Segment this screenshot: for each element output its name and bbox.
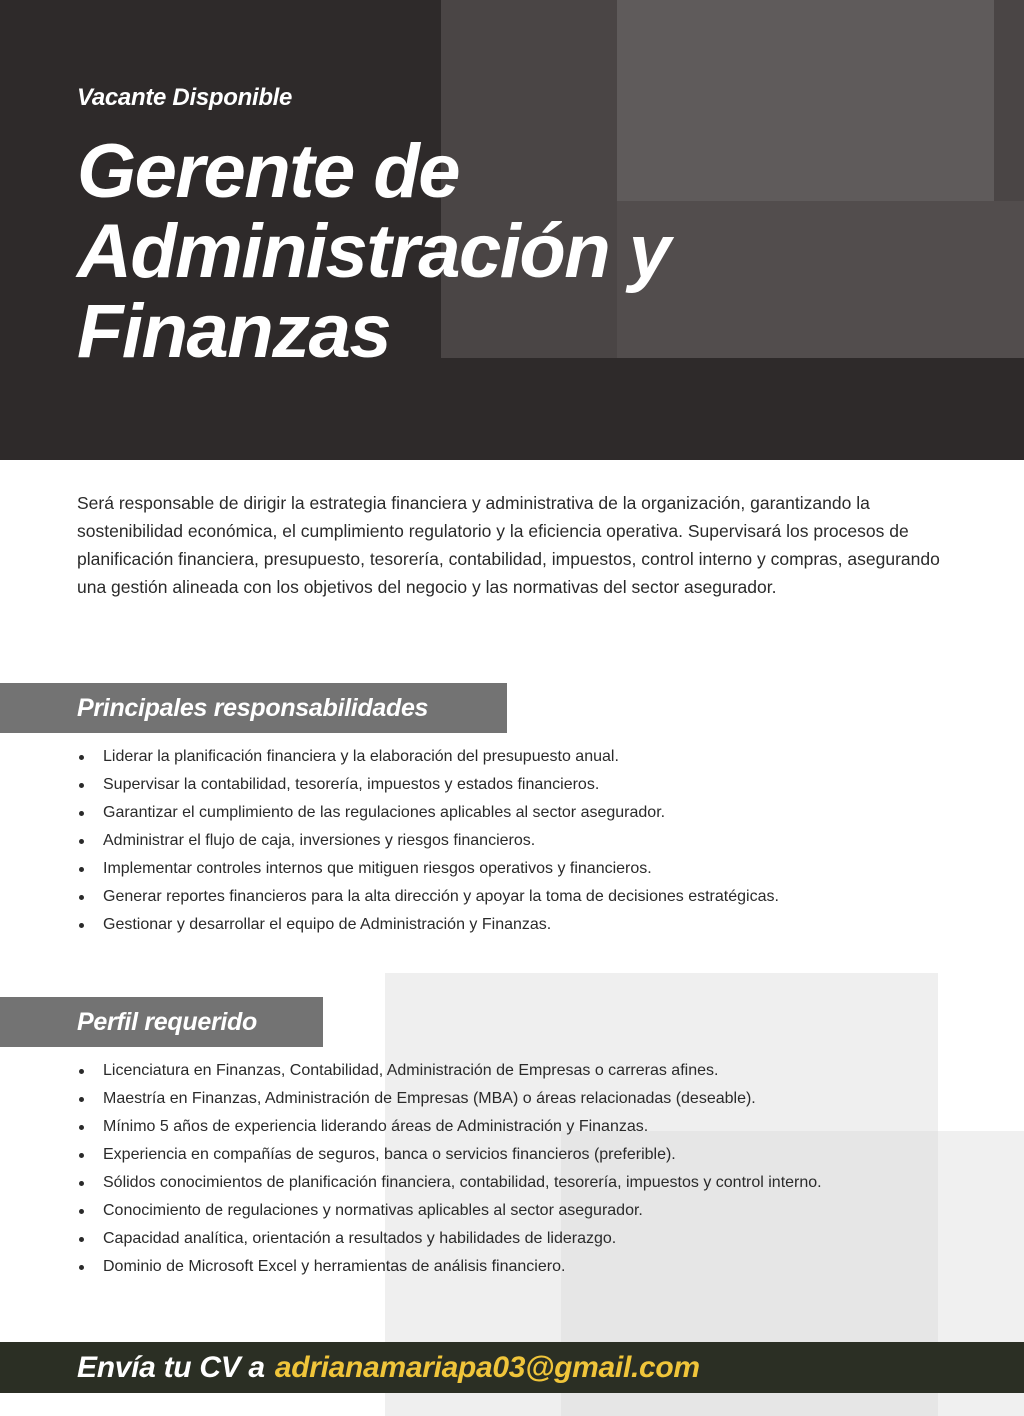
profile-list: [77, 1057, 977, 1281]
list-item: Dominio de Microsoft Excel y herramientas de análisis financiero.: [77, 1253, 977, 1281]
header-banner: [0, 0, 1024, 460]
responsibilities-heading: Principales responsabilidades: [0, 683, 507, 733]
page-title: [77, 129, 837, 374]
list-item: Capacidad analítica, orientación a resultados y habilidades de liderazgo.: [77, 1225, 977, 1253]
list-item: Implementar controles internos que mitiguen riesgos operativos y financieros.: [77, 855, 977, 883]
list-item: Maestría en Finanzas, Administración de Empresas (MBA) o áreas relacionadas (deseable).: [77, 1085, 977, 1113]
list-item: Licenciatura en Finanzas, Contabilidad, Administración de Empresas o carreras afines.: [77, 1057, 977, 1085]
title-line-2: Administración y: [77, 209, 670, 294]
contact-email-link[interactable]: adrianamariapa03@gmail.com: [274, 1351, 700, 1384]
cta-label: Envía tu CV a: [77, 1351, 265, 1384]
title-line-1: Gerente de: [77, 129, 460, 214]
list-item: Supervisar la contabilidad, tesorería, impuestos y estados financieros.: [77, 771, 977, 799]
list-item: Experiencia en compañías de seguros, banca o servicios financieros (preferible).: [77, 1141, 977, 1169]
title-line-3: Finanzas: [77, 289, 391, 374]
profile-heading: Perfil requerido: [0, 997, 323, 1047]
job-description: Será responsable de dirigir la estrategia financiera y administrativa de la organización, garantizando la sostenibilidad económica, el cumplimiento regulatorio y la eficiencia operativa. Supervisará los procesos de planificación financiera, presupuesto, tesorería, contabilidad, impuestos, control interno y compras, asegurando una gestión alineada con los objetivos del negocio y las normativas del sector asegurador.: [77, 493, 940, 597]
eyebrow-label: Vacante Disponible: [77, 84, 293, 111]
cta-line: [77, 1342, 700, 1393]
list-item: Generar reportes financieros para la alta dirección y apoyar la toma de decisiones estratégicas.: [77, 883, 977, 911]
list-item: Liderar la planificación financiera y la elaboración del presupuesto anual.: [77, 743, 977, 771]
list-item: Garantizar el cumplimiento de las regulaciones aplicables al sector asegurador.: [77, 799, 977, 827]
list-item: Mínimo 5 años de experiencia liderando áreas de Administración y Finanzas.: [77, 1113, 977, 1141]
list-item: Sólidos conocimientos de planificación financiera, contabilidad, tesorería, impuestos y control interno.: [77, 1169, 977, 1197]
list-item: Administrar el flujo de caja, inversiones y riesgos financieros.: [77, 827, 977, 855]
list-item: Conocimiento de regulaciones y normativas aplicables al sector asegurador.: [77, 1197, 977, 1225]
responsibilities-list: [77, 743, 977, 939]
list-item: Gestionar y desarrollar el equipo de Administración y Finanzas.: [77, 911, 977, 939]
